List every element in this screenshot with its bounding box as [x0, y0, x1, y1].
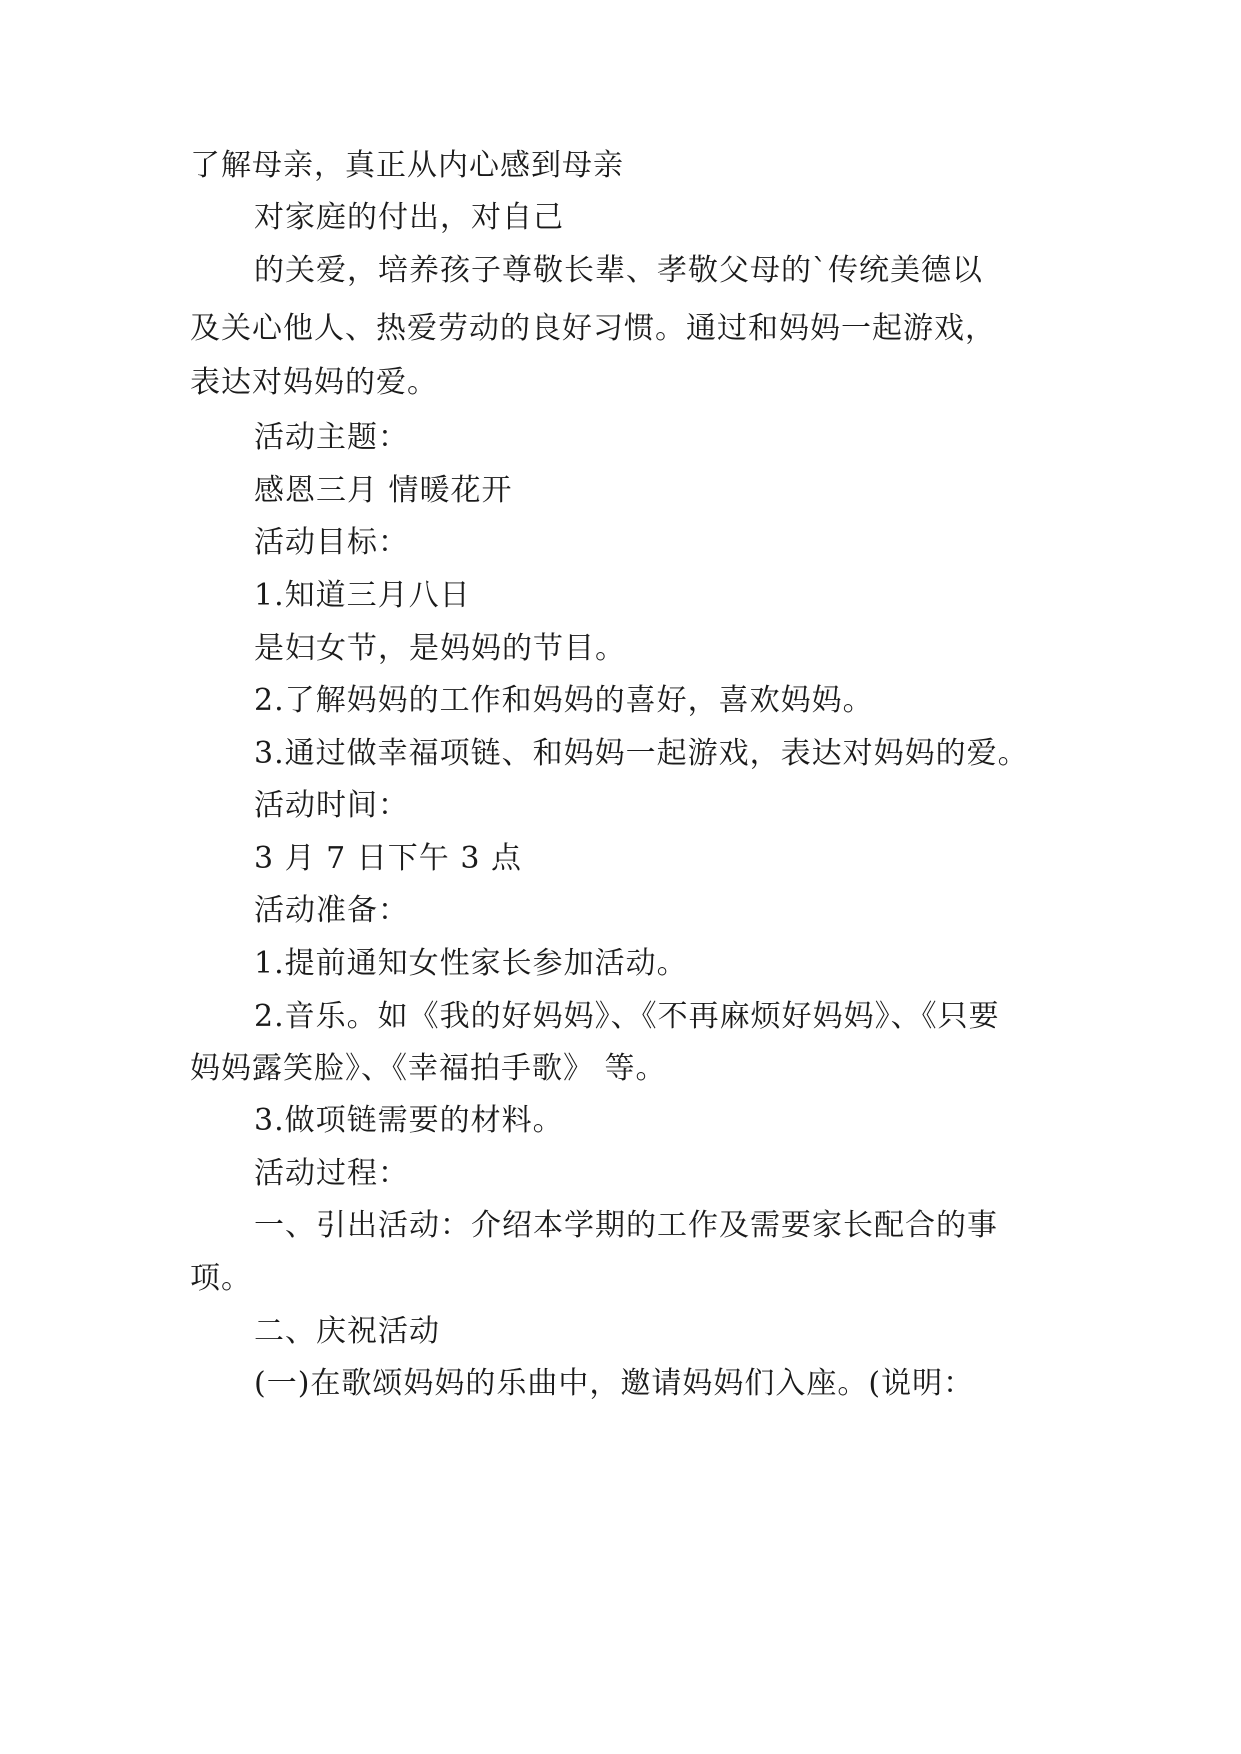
text-line: 3 月 7 日下午 3 点 [254, 841, 522, 876]
section-heading: 活动过程： [254, 1156, 409, 1191]
text-line: 及关心他人、热爱劳动的良好习惯。通过和妈妈一起游戏， [190, 311, 996, 346]
text-line: 项。 [190, 1261, 252, 1296]
list-item: 3.通过做幸福项链、和妈妈一起游戏，表达对妈妈的爱。 [254, 736, 1029, 771]
section-heading: 活动目标： [254, 525, 409, 560]
text-line: 对家庭的付出，对自己 [254, 200, 564, 235]
text-line: 一、引出活动：介绍本学期的工作及需要家长配合的事 [254, 1208, 998, 1243]
list-item: 1.提前通知女性家长参加活动。 [254, 946, 688, 981]
section-heading: 活动时间： [254, 788, 409, 823]
list-item: 3.做项链需要的材料。 [254, 1103, 564, 1138]
section-heading: 二、庆祝活动 [254, 1314, 440, 1349]
text-line: 表达对妈妈的爱。 [190, 365, 438, 400]
list-item: 1.知道三月八日 [254, 578, 471, 613]
text-line: 的关爱，培养孩子尊敬长辈、孝敬父母的`传统美德以 [254, 253, 983, 288]
list-item: 2.音乐。如《我的好妈妈》、《不再麻烦好妈妈》、《只要 [254, 999, 1000, 1034]
section-heading: 活动准备： [254, 893, 409, 928]
section-heading: 活动主题： [254, 420, 409, 455]
text-line: 感恩三月 情暖花开 [254, 473, 513, 508]
text-line: 了解母亲，真正从内心感到母亲 [190, 148, 624, 183]
text-line: 妈妈露笑脸》、《幸福拍手歌》 等。 [190, 1051, 667, 1086]
text-line: 是妇女节，是妈妈的节目。 [254, 631, 626, 666]
text-line: (一)在歌颂妈妈的乐曲中，邀请妈妈们入座。(说明： [254, 1366, 975, 1401]
list-item: 2.了解妈妈的工作和妈妈的喜好，喜欢妈妈。 [254, 683, 874, 718]
